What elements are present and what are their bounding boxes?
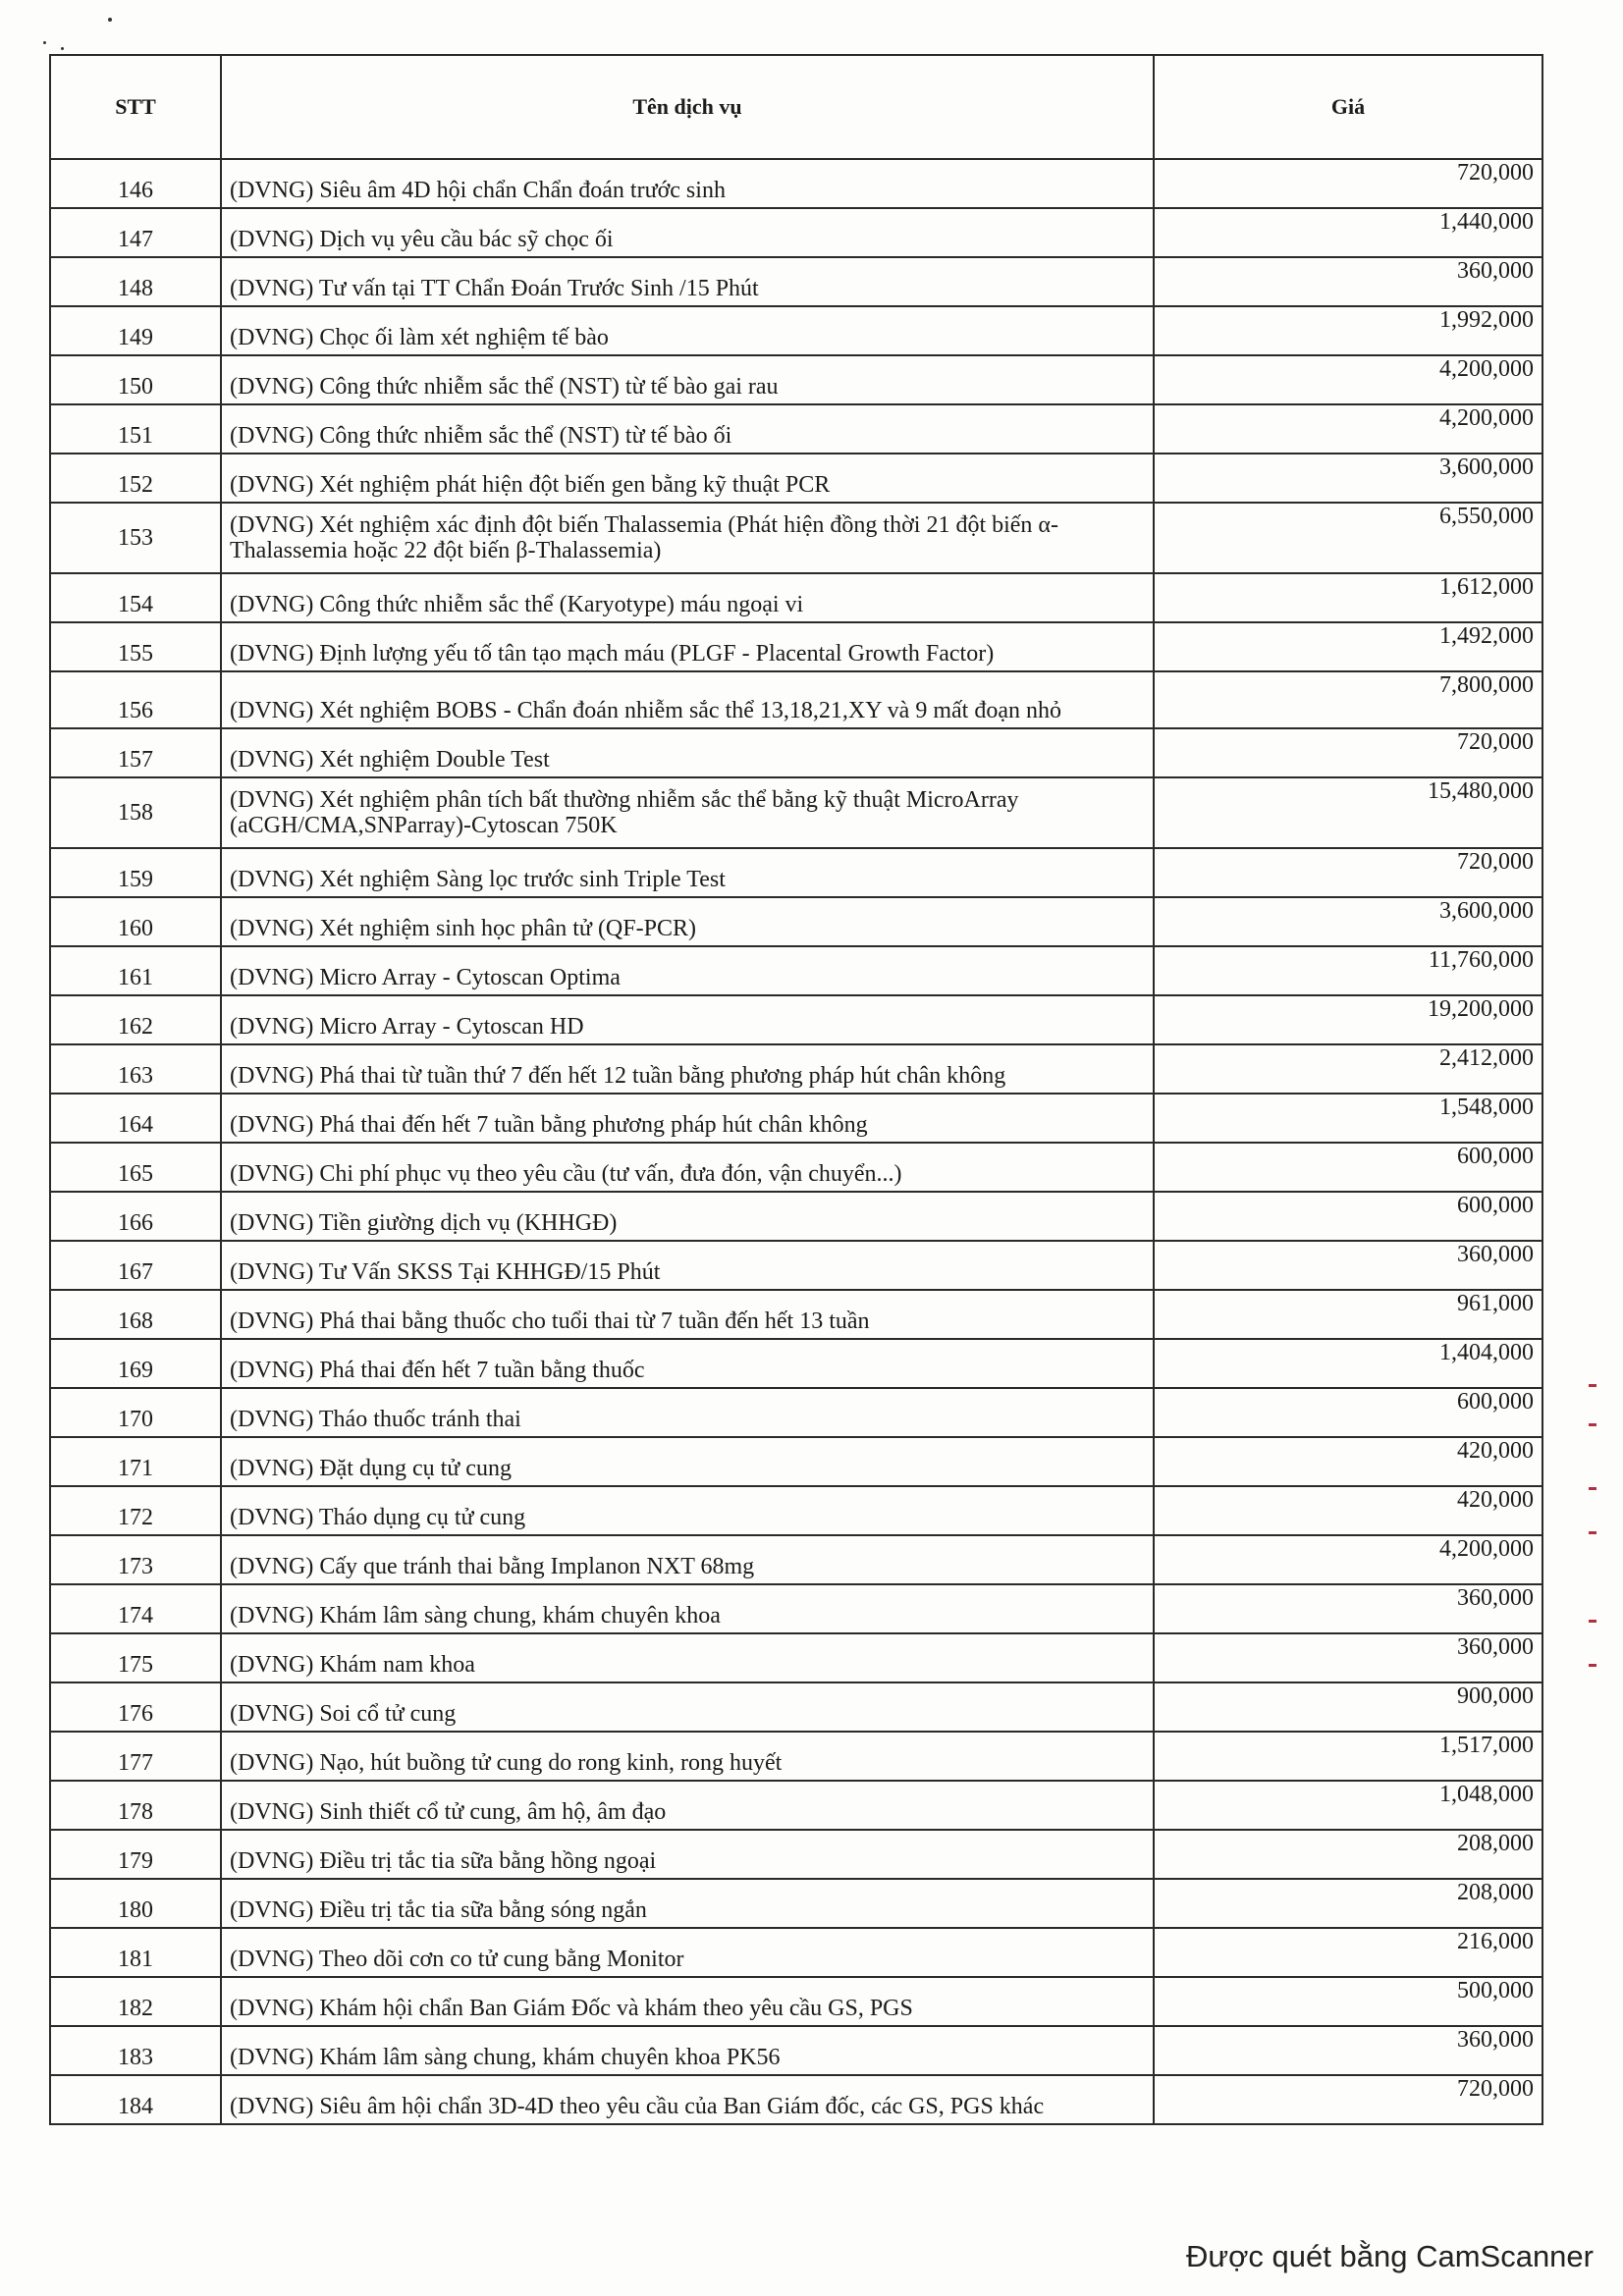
row-price-cell: 720,000 — [1154, 728, 1542, 777]
row-service-name-cell: (DVNG) Khám hội chẩn Ban Giám Đốc và khám theo yêu cầu GS, PGS — [221, 1977, 1154, 2026]
row-price-cell: 360,000 — [1154, 257, 1542, 306]
row-stt-cell: 157 — [50, 728, 221, 777]
row-stt-cell: 148 — [50, 257, 221, 306]
row-price-cell: 3,600,000 — [1154, 897, 1542, 946]
row-price-cell: 360,000 — [1154, 1633, 1542, 1682]
table-row — [50, 257, 1542, 306]
row-price-cell: 500,000 — [1154, 1977, 1542, 2026]
table-row — [50, 1044, 1542, 1094]
table-row — [50, 946, 1542, 995]
row-stt-cell: 154 — [50, 573, 221, 622]
row-service-name-cell: (DVNG) Công thức nhiễm sắc thể (NST) từ tế bào ối — [221, 404, 1154, 454]
row-price-cell: 208,000 — [1154, 1830, 1542, 1879]
row-stt-cell: 160 — [50, 897, 221, 946]
row-price-cell: 1,404,000 — [1154, 1339, 1542, 1388]
row-stt-cell: 156 — [50, 671, 221, 728]
row-price-cell: 1,612,000 — [1154, 573, 1542, 622]
table-row — [50, 1486, 1542, 1535]
table-row — [50, 1928, 1542, 1977]
row-price-cell: 900,000 — [1154, 1682, 1542, 1732]
scan-speck — [108, 18, 112, 22]
row-stt-cell: 151 — [50, 404, 221, 454]
header-stt: STT — [50, 55, 221, 159]
row-stt-cell: 170 — [50, 1388, 221, 1437]
row-stt-cell: 149 — [50, 306, 221, 355]
row-service-name-cell: (DVNG) Đặt dụng cụ tử cung — [221, 1437, 1154, 1486]
table-row — [50, 573, 1542, 622]
table-row — [50, 1143, 1542, 1192]
row-price-cell: 7,800,000 — [1154, 671, 1542, 728]
row-stt-cell: 176 — [50, 1682, 221, 1732]
table-row — [50, 622, 1542, 671]
table-row — [50, 1781, 1542, 1830]
row-stt-cell: 147 — [50, 208, 221, 257]
table-row — [50, 1339, 1542, 1388]
row-price-cell: 360,000 — [1154, 1241, 1542, 1290]
row-service-name-cell: (DVNG) Sinh thiết cổ tử cung, âm hộ, âm đạo — [221, 1781, 1154, 1830]
row-stt-cell: 178 — [50, 1781, 221, 1830]
scan-specks — [39, 10, 137, 59]
row-stt-cell: 171 — [50, 1437, 221, 1486]
row-price-cell: 208,000 — [1154, 1879, 1542, 1928]
camscanner-watermark: Được quét bằng CamScanner — [1185, 2239, 1594, 2273]
row-service-name-cell: (DVNG) Xét nghiệm xác định đột biến Thalassemia (Phát hiện đồng thời 21 đột biến α-Thalassemia hoặc 22 đột biến β-Thalassemia) — [221, 503, 1154, 573]
service-price-table — [49, 54, 1543, 2125]
row-price-cell: 19,200,000 — [1154, 995, 1542, 1044]
row-service-name-cell: (DVNG) Theo dõi cơn co tử cung bằng Monitor — [221, 1928, 1154, 1977]
row-stt-cell: 146 — [50, 159, 221, 208]
row-service-name-cell: (DVNG) Công thức nhiễm sắc thể (Karyotype) máu ngoại vi — [221, 573, 1154, 622]
edge-mark — [1589, 1384, 1596, 1387]
row-price-cell: 6,550,000 — [1154, 503, 1542, 573]
row-stt-cell: 168 — [50, 1290, 221, 1339]
row-service-name-cell: (DVNG) Tháo dụng cụ tử cung — [221, 1486, 1154, 1535]
row-price-cell: 1,048,000 — [1154, 1781, 1542, 1830]
table-row — [50, 1682, 1542, 1732]
row-price-cell: 1,992,000 — [1154, 306, 1542, 355]
row-service-name-cell: (DVNG) Xét nghiệm phát hiện đột biến gen bằng kỹ thuật PCR — [221, 454, 1154, 503]
row-service-name-cell: (DVNG) Dịch vụ yêu cầu bác sỹ chọc ối — [221, 208, 1154, 257]
edge-mark — [1589, 1664, 1596, 1667]
table-row — [50, 1094, 1542, 1143]
table-row — [50, 1977, 1542, 2026]
row-price-cell: 2,412,000 — [1154, 1044, 1542, 1094]
row-stt-cell: 169 — [50, 1339, 221, 1388]
table-row — [50, 1584, 1542, 1633]
row-stt-cell: 164 — [50, 1094, 221, 1143]
row-stt-cell: 177 — [50, 1732, 221, 1781]
row-price-cell: 3,600,000 — [1154, 454, 1542, 503]
row-service-name-cell: (DVNG) Soi cổ tử cung — [221, 1682, 1154, 1732]
row-price-cell: 1,517,000 — [1154, 1732, 1542, 1781]
table-row — [50, 1879, 1542, 1928]
row-service-name-cell: (DVNG) Micro Array - Cytoscan Optima — [221, 946, 1154, 995]
row-stt-cell: 165 — [50, 1143, 221, 1192]
table-row — [50, 897, 1542, 946]
row-stt-cell: 155 — [50, 622, 221, 671]
row-stt-cell: 174 — [50, 1584, 221, 1633]
row-stt-cell: 167 — [50, 1241, 221, 1290]
row-service-name-cell: (DVNG) Cấy que tránh thai bằng Implanon NXT 68mg — [221, 1535, 1154, 1584]
header-price: Giá — [1154, 55, 1542, 159]
row-service-name-cell: (DVNG) Tháo thuốc tránh thai — [221, 1388, 1154, 1437]
table-row — [50, 355, 1542, 404]
row-service-name-cell: (DVNG) Khám lâm sàng chung, khám chuyên khoa — [221, 1584, 1154, 1633]
row-stt-cell: 158 — [50, 777, 221, 848]
row-stt-cell: 152 — [50, 454, 221, 503]
table-body — [50, 159, 1542, 2124]
table-row — [50, 848, 1542, 897]
table-row — [50, 404, 1542, 454]
row-stt-cell: 162 — [50, 995, 221, 1044]
row-service-name-cell: (DVNG) Phá thai đến hết 7 tuần bằng phương pháp hút chân không — [221, 1094, 1154, 1143]
row-stt-cell: 173 — [50, 1535, 221, 1584]
table-row — [50, 503, 1542, 573]
row-service-name-cell: (DVNG) Nạo, hút buồng tử cung do rong kinh, rong huyết — [221, 1732, 1154, 1781]
table-header-row — [50, 55, 1542, 159]
table-row — [50, 208, 1542, 257]
table-row — [50, 159, 1542, 208]
row-service-name-cell: (DVNG) Điều trị tắc tia sữa bằng hồng ngoại — [221, 1830, 1154, 1879]
row-price-cell: 360,000 — [1154, 2026, 1542, 2075]
scan-edge-marks — [1589, 1384, 1608, 1698]
row-service-name-cell: (DVNG) Khám nam khoa — [221, 1633, 1154, 1682]
row-price-cell: 600,000 — [1154, 1192, 1542, 1241]
row-service-name-cell: (DVNG) Xét nghiệm Sàng lọc trước sinh Triple Test — [221, 848, 1154, 897]
row-service-name-cell: (DVNG) Định lượng yếu tố tân tạo mạch máu (PLGF - Placental Growth Factor) — [221, 622, 1154, 671]
table-row — [50, 995, 1542, 1044]
row-service-name-cell: (DVNG) Tiền giường dịch vụ (KHHGĐ) — [221, 1192, 1154, 1241]
row-price-cell: 360,000 — [1154, 1584, 1542, 1633]
edge-mark — [1589, 1531, 1596, 1534]
table-row — [50, 1192, 1542, 1241]
row-stt-cell: 166 — [50, 1192, 221, 1241]
table-row — [50, 454, 1542, 503]
row-stt-cell: 161 — [50, 946, 221, 995]
table-row — [50, 1830, 1542, 1879]
table-row — [50, 1241, 1542, 1290]
row-price-cell: 600,000 — [1154, 1388, 1542, 1437]
row-stt-cell: 175 — [50, 1633, 221, 1682]
edge-mark — [1589, 1423, 1596, 1426]
scan-speck — [43, 41, 46, 44]
row-stt-cell: 183 — [50, 2026, 221, 2075]
row-service-name-cell: (DVNG) Phá thai từ tuần thứ 7 đến hết 12 tuần bằng phương pháp hút chân không — [221, 1044, 1154, 1094]
row-stt-cell: 159 — [50, 848, 221, 897]
row-service-name-cell: (DVNG) Tư Vấn SKSS Tại KHHGĐ/15 Phút — [221, 1241, 1154, 1290]
row-service-name-cell: (DVNG) Khám lâm sàng chung, khám chuyên khoa PK56 — [221, 2026, 1154, 2075]
row-service-name-cell: (DVNG) Xét nghiệm Double Test — [221, 728, 1154, 777]
row-price-cell: 600,000 — [1154, 1143, 1542, 1192]
row-service-name-cell: (DVNG) Xét nghiệm phân tích bất thường nhiễm sắc thể bằng kỹ thuật MicroArray (aCGH/CMA,SNParray)-Cytoscan 750K — [221, 777, 1154, 848]
table-row — [50, 1633, 1542, 1682]
row-price-cell: 15,480,000 — [1154, 777, 1542, 848]
table-row — [50, 1388, 1542, 1437]
row-stt-cell: 180 — [50, 1879, 221, 1928]
row-price-cell: 420,000 — [1154, 1486, 1542, 1535]
row-stt-cell: 184 — [50, 2075, 221, 2124]
row-price-cell: 1,440,000 — [1154, 208, 1542, 257]
table-row — [50, 1535, 1542, 1584]
row-price-cell: 961,000 — [1154, 1290, 1542, 1339]
row-service-name-cell: (DVNG) Siêu âm 4D hội chẩn Chẩn đoán trước sinh — [221, 159, 1154, 208]
row-service-name-cell: (DVNG) Micro Array - Cytoscan HD — [221, 995, 1154, 1044]
table-row — [50, 2075, 1542, 2124]
edge-mark — [1589, 1487, 1596, 1490]
row-price-cell: 420,000 — [1154, 1437, 1542, 1486]
row-stt-cell: 150 — [50, 355, 221, 404]
table-row — [50, 1290, 1542, 1339]
row-price-cell: 720,000 — [1154, 2075, 1542, 2124]
row-service-name-cell: (DVNG) Chọc ối làm xét nghiệm tế bào — [221, 306, 1154, 355]
table-row — [50, 1437, 1542, 1486]
table-row — [50, 306, 1542, 355]
row-price-cell: 4,200,000 — [1154, 355, 1542, 404]
table-row — [50, 1732, 1542, 1781]
row-service-name-cell: (DVNG) Siêu âm hội chẩn 3D-4D theo yêu cầu của Ban Giám đốc, các GS, PGS khác — [221, 2075, 1154, 2124]
header-service-name: Tên dịch vụ — [221, 55, 1154, 159]
table-row — [50, 671, 1542, 728]
row-price-cell: 1,548,000 — [1154, 1094, 1542, 1143]
row-stt-cell: 172 — [50, 1486, 221, 1535]
row-price-cell: 4,200,000 — [1154, 1535, 1542, 1584]
row-service-name-cell: (DVNG) Xét nghiệm BOBS - Chẩn đoán nhiễm sắc thể 13,18,21,XY và 9 mất đoạn nhỏ — [221, 671, 1154, 728]
table-row — [50, 728, 1542, 777]
row-service-name-cell: (DVNG) Điều trị tắc tia sữa bằng sóng ngắn — [221, 1879, 1154, 1928]
row-price-cell: 11,760,000 — [1154, 946, 1542, 995]
row-service-name-cell: (DVNG) Phá thai bằng thuốc cho tuổi thai từ 7 tuần đến hết 13 tuần — [221, 1290, 1154, 1339]
row-service-name-cell: (DVNG) Công thức nhiễm sắc thể (NST) từ tế bào gai rau — [221, 355, 1154, 404]
row-stt-cell: 181 — [50, 1928, 221, 1977]
row-price-cell: 720,000 — [1154, 159, 1542, 208]
row-price-cell: 4,200,000 — [1154, 404, 1542, 454]
row-price-cell: 1,492,000 — [1154, 622, 1542, 671]
row-service-name-cell: (DVNG) Phá thai đến hết 7 tuần bằng thuốc — [221, 1339, 1154, 1388]
edge-mark — [1589, 1620, 1596, 1623]
row-service-name-cell: (DVNG) Chi phí phục vụ theo yêu cầu (tư vấn, đưa đón, vận chuyển...) — [221, 1143, 1154, 1192]
row-stt-cell: 182 — [50, 1977, 221, 2026]
table-row — [50, 777, 1542, 848]
row-stt-cell: 163 — [50, 1044, 221, 1094]
row-price-cell: 720,000 — [1154, 848, 1542, 897]
row-stt-cell: 153 — [50, 503, 221, 573]
table-row — [50, 2026, 1542, 2075]
scan-speck — [61, 47, 64, 50]
row-price-cell: 216,000 — [1154, 1928, 1542, 1977]
row-service-name-cell: (DVNG) Xét nghiệm sinh học phân tử (QF-PCR) — [221, 897, 1154, 946]
row-stt-cell: 179 — [50, 1830, 221, 1879]
row-service-name-cell: (DVNG) Tư vấn tại TT Chẩn Đoán Trước Sinh /15 Phút — [221, 257, 1154, 306]
